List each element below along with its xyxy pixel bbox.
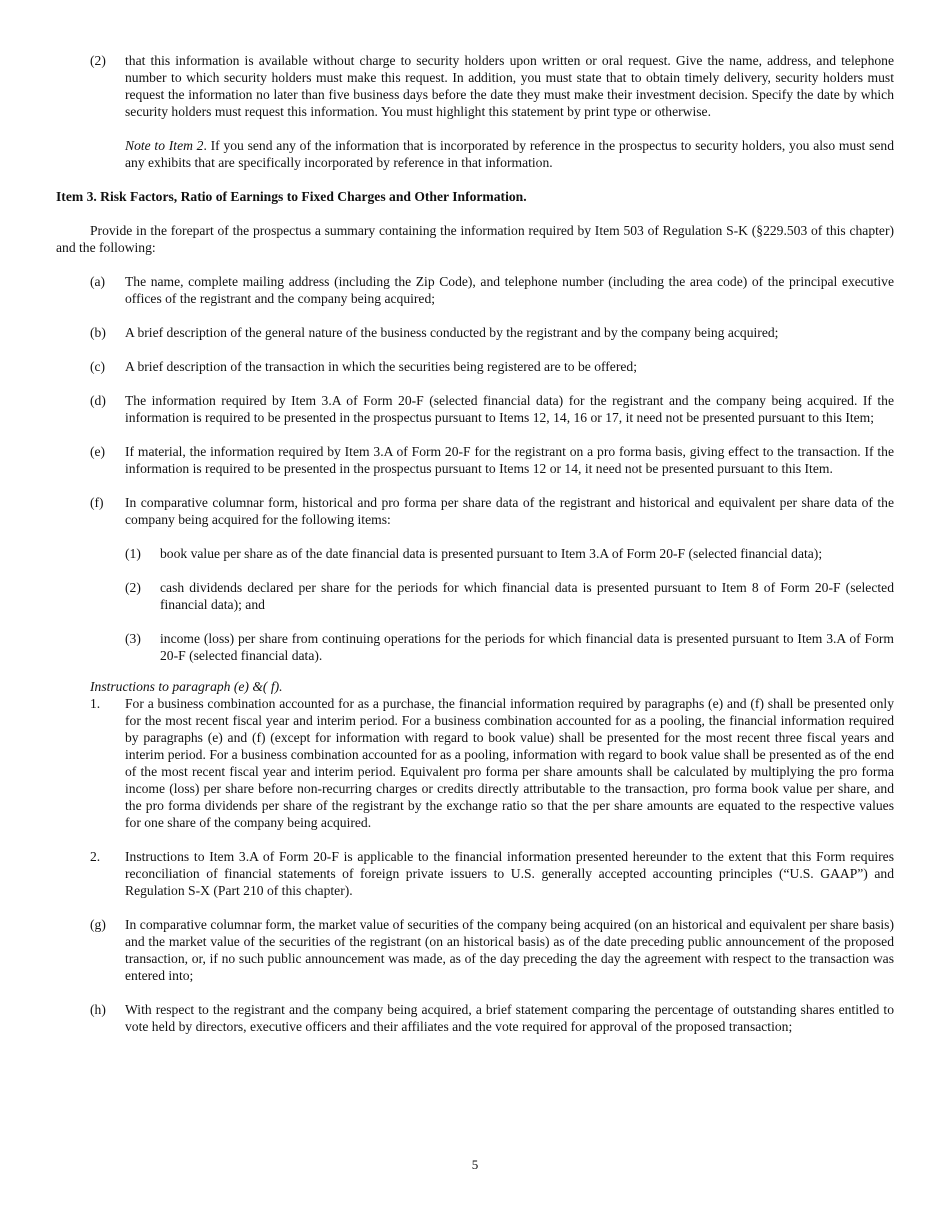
list-item-h	[56, 1001, 894, 1035]
instruction-label: 2.	[90, 849, 101, 864]
list-item-label: (d)	[90, 393, 106, 408]
list-item-text: In comparative columnar form, the market value of securities of the company being acquired (on an historical and equivalent per share basis) and the market value of the securities of the registrant (on an historical basis) as of the date preceding public announcement of the proposed transaction, or, if no such public announcement was made, as of the day preceding the day the agreement with respect to the transaction was entered into;	[125, 917, 894, 983]
list-item-text: In comparative columnar form, historical and pro forma per share data of the registrant and historical and equivalent per share data of the company being acquired for the following items:	[125, 495, 894, 527]
instruction-2	[56, 848, 894, 899]
sub-item-label: (3)	[125, 631, 141, 646]
list-item-label: (e)	[90, 444, 106, 459]
list-item-c	[56, 358, 894, 375]
list-item-text: that this information is available without charge to security holders upon written or oral request. Give the name, address, and telephone number to which security holders must make this request. In addition, you must state that to obtain timely delivery, security holders must request the information no later than five business days before the date they must make their investment decision. Specify the date by which security holders must request this information. You must highlight this statement by print type or otherwise.	[125, 53, 894, 119]
list-item-a	[56, 273, 894, 307]
list-item-g	[56, 916, 894, 984]
list-item-d	[56, 392, 894, 426]
list-item-label: (2)	[90, 53, 106, 68]
note-to-item-2	[56, 137, 894, 171]
list-item-label: (f)	[90, 495, 104, 510]
sub-item-label: (1)	[125, 546, 141, 561]
list-item-label: (b)	[90, 325, 106, 340]
list-item-label: (g)	[90, 917, 106, 932]
list-item-label: (a)	[90, 274, 106, 289]
list-item-f	[56, 494, 894, 528]
note-text: . If you send any of the information that is incorporated by reference in the prospectus to security holders, you also must send any exhibits that are specifically incorporated by reference in that information.	[125, 138, 894, 170]
instruction-1	[56, 695, 894, 831]
sub-item-2	[56, 579, 894, 613]
list-item-e	[56, 443, 894, 477]
list-item-2	[56, 52, 894, 120]
instruction-label: 1.	[90, 696, 101, 711]
sub-item-text: income (loss) per share from continuing operations for the periods for which financial data is presented pursuant to Item 3.A of Form 20-F (selected financial data).	[160, 631, 894, 663]
sub-item-3	[56, 630, 894, 664]
sub-item-text: cash dividends declared per share for the periods for which financial data is presented pursuant to Item 8 of Form 20-F (selected financial data); and	[160, 580, 894, 612]
document-page	[56, 52, 894, 1035]
list-item-label: (h)	[90, 1002, 106, 1017]
list-item-text: The information required by Item 3.A of Form 20-F (selected financial data) for the registrant and the company being acquired. If the information is required to be presented in the prospectus pursuant to Items 12, 14, 16 or 17, it need not be presented pursuant to this Item;	[125, 393, 894, 425]
item-3-intro: Provide in the forepart of the prospectus a summary containing the information required by Item 503 of Regulation S-K (§229.503 of this chapter) and the following:	[56, 223, 894, 255]
sub-item-1	[56, 545, 894, 562]
list-item-text: A brief description of the general nature of the business conducted by the registrant and by the company being acquired;	[125, 325, 779, 340]
instruction-text: For a business combination accounted for as a purchase, the financial information required by paragraphs (e) and (f) shall be presented only for the most recent fiscal year and interim period. For a business combination accounted for as a pooling, the financial information required by paragraphs (e) and (f) (except for information with regard to book value) shall be presented for the most recent three fiscal years and interim period. For a business combination accounted for as a pooling, information with regard to book value shall be presented as of the end of the most recent fiscal year and interim period. Equivalent pro forma per share amounts shall be calculated by multiplying the pro forma income (loss) per share before non-recurring charges or credits directly attributable to the transaction, pro forma book value per share, and the pro forma dividends per share of the registrant by the exchange ratio so that the per share amounts are equated to the respective values for one share of the company being acquired.	[125, 696, 894, 830]
list-item-text: If material, the information required by Item 3.A of Form 20-F for the registrant on a pro forma basis, giving effect to the transaction. If the information is required to be presented in the prospectus pursuant to Items 12 or 14, it need not be presented pursuant to this Item.	[125, 444, 894, 476]
sub-item-label: (2)	[125, 580, 141, 595]
list-item-b	[56, 324, 894, 341]
instruction-text: Instructions to Item 3.A of Form 20-F is applicable to the financial information presented hereunder to the extent that this Form requires reconciliation of financial statements of foreign private issuers to U.S. generally accepted accounting principles (“U.S. GAAP”) and Regulation S-X (Part 210 of this chapter).	[125, 849, 894, 898]
note-title: Note to Item 2	[125, 138, 204, 153]
list-item-text: A brief description of the transaction in which the securities being registered are to be offered;	[125, 359, 637, 374]
list-item-text: The name, complete mailing address (including the Zip Code), and telephone number (including the area code) of the principal executive offices of the registrant and the company being acquired;	[125, 274, 894, 306]
sub-item-text: book value per share as of the date financial data is presented pursuant to Item 3.A of Form 20-F (selected financial data);	[160, 546, 823, 561]
page-number: 5	[471, 1157, 479, 1172]
instructions-title: Instructions to paragraph (e) &( f).	[90, 679, 283, 694]
list-item-label: (c)	[90, 359, 106, 374]
list-item-text: With respect to the registrant and the company being acquired, a brief statement comparing the percentage of outstanding shares entitled to vote held by directors, executive officers and their affiliates and the vote required for approval of the proposed transaction;	[125, 1002, 894, 1034]
item-3-heading: Item 3. Risk Factors, Ratio of Earnings to Fixed Charges and Other Information.	[56, 189, 527, 204]
